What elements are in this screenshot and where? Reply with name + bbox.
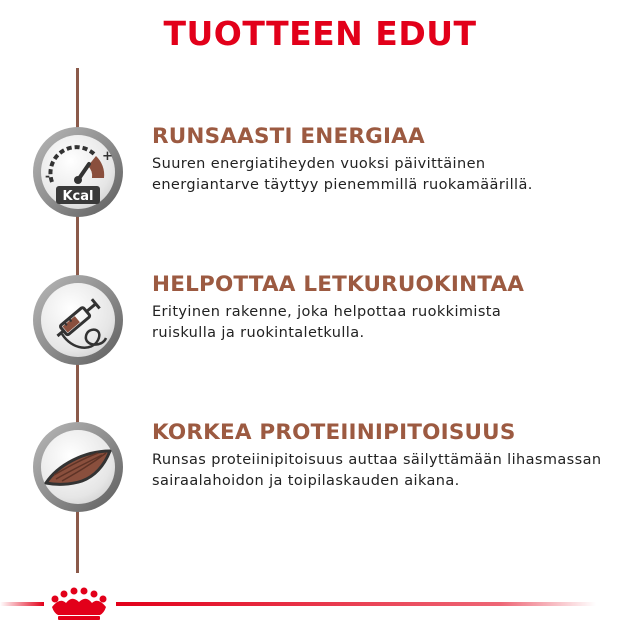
benefit-description [152, 154, 622, 196]
benefit-tube-feeding [152, 272, 622, 344]
benefit-description [152, 302, 622, 344]
energy-gauge-icon [32, 126, 124, 218]
royal-canin-crown-logo [52, 588, 107, 621]
description-line: energiantarve täyttyy pienemmillä ruokamäärillä. [152, 177, 533, 193]
benefit-energy [152, 124, 622, 196]
footer-brand-bar [0, 585, 640, 625]
benefit-description [152, 450, 622, 492]
syringe-tube-icon [32, 274, 124, 366]
benefit-heading: RUNSAASTI ENERGIAA [152, 124, 425, 149]
description-line: ruiskulla ja ruokintaletkulla. [152, 325, 365, 341]
description-line: sairaalahoidon ja toipilaskauden aikana. [152, 473, 460, 489]
description-line: Erityinen rakenne, joka helpottaa ruokkimista [152, 304, 502, 320]
benefit-protein [152, 420, 622, 492]
kcal-label: Kcal [62, 189, 94, 204]
description-line: Suuren energiatiheyden vuoksi päivittäinen [152, 156, 486, 172]
minus-sign: - [45, 169, 50, 183]
benefit-heading: HELPOTTAA LETKURUOKINTAA [152, 272, 525, 297]
benefit-heading: KORKEA PROTEIINIPITOISUUS [152, 420, 516, 445]
muscle-icon [32, 421, 124, 513]
plus-sign: + [102, 149, 113, 164]
description-line: Runsas proteiinipitoisuus auttaa säilyttämään lihasmassan [152, 452, 602, 468]
page-title: TUOTTEEN EDUT [163, 14, 477, 53]
